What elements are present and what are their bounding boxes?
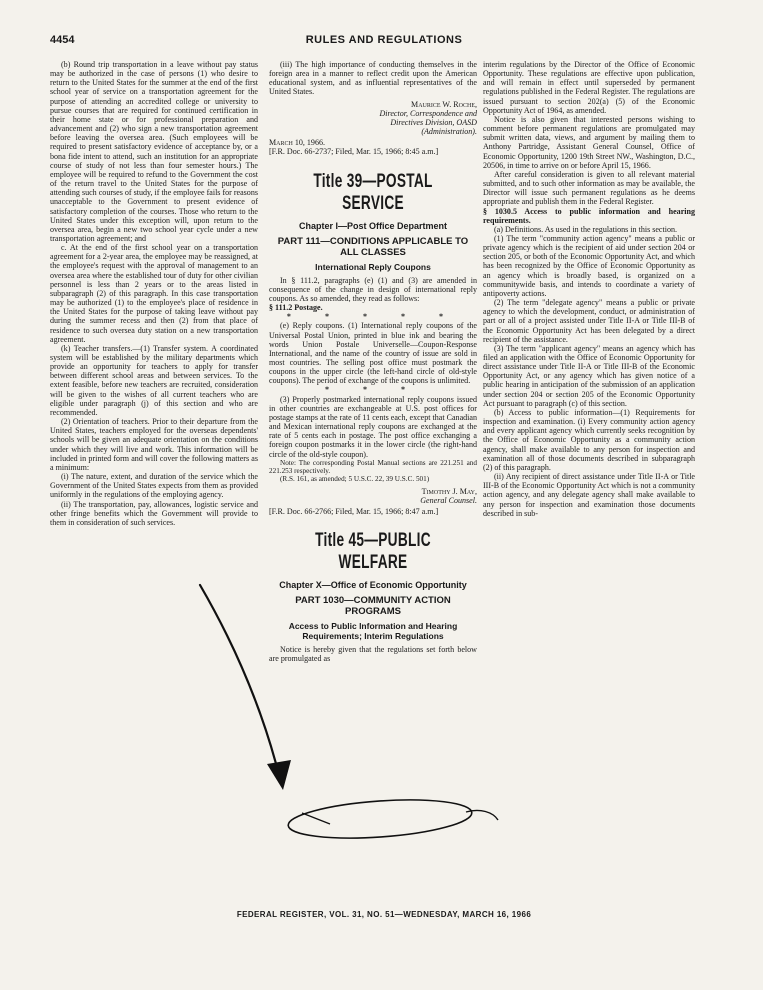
column-2 [269,60,477,882]
paragraph: (k) Teacher transfers.—(1) Transfer system. A coordinated system will be established by the military departments which provide an opportunity for teachers to apply for transfer between different school areas and between services. To the extent feasible, before new teachers are recruited, consideration will be given to the wishes of all current teachers who are eligible under paragraph (j) of this section and who are recommended. [50,343,258,417]
paragraph: (2) Orientation of teachers. Prior to their departure from the United States, teachers employed for the overseas dependents' schools will be given an adequate orientation on the conditions under which they will live and work. This information will be included in printed form and will cover the following matters as a minimum: [50,417,258,472]
paragraph: (iii) The high importance of conducting themselves in the foreign area in a manner to reflect credit upon the American educational system, and as influential representatives of the United States. [269,60,477,97]
paragraph: c. At the end of the first school year on a transportation agreement for a 2-year area, the employee may be reassigned, at the employee's request with the approval of management to an oversea area where the established tour of duty for other civilian personnel is less than 2 years or to the areas listed in subparagraph (2) of this paragraph. In this case transportation may be authorized (1) to the employee's place of residence in the United States for the purpose of taking leave without pay during the summer recess and then (2) from that place of residence to such oversea duty station on a new transportation agreement. [50,243,258,344]
paragraph: (b) Access to public information—(1) Requirements for inspection and examination. (i) Every community action agency and every applicant agency which currently seeks recognition by the Office of Economic Opportunity as a community action agency, shall make available to any person for inspection and examination all of those documents described in subparagraph (2) of this paragraph. [483,407,695,472]
paragraph: Notice is also given that interested persons wishing to comment before permanent regulations are promulgated may submit written data, views, and argument by mailing them to Anthony Partridge, Assistant General Counsel, Office of Economic Opportunity, 1200 19th Street NW., Washington, D.C., 20506, in time to arrive on or before April 15, 1966. [483,114,695,170]
postal-note: Note: The corresponding Postal Manual sections are 221.251 and 221.253 respectively. [269,458,477,475]
ellipsis-stars: * * * * * [286,312,460,322]
paragraph: (2) The term "delegate agency" means a public or private agency to which the development, conduct, or administration of part or all of a project assisted under Title II-A or Title III-B of the Economic Opportunity Act has been delegated by a direct recipient of the assistance. [483,298,695,344]
section-heading: § 1030.5 Access to public information and hearing requirements. [483,206,695,225]
part-heading: PART 1030—COMMUNITY ACTION PROGRAMS [295,595,451,618]
title-45-heading: Title 45—PUBLIC WELFARE [315,530,431,574]
column-1 [50,60,258,882]
paragraph: (3) The term "applicant agency" means an agency which has filed an application with the Office of Economic Opportunity for direct assistance under Title II-A or Title III-B of the Economic Opportunity Act, or any agency which has given notice of a public hearing in anticipation of the submission of an application under section 204 or section 205 of the Economic Opportunity Act pursuant to paragraph (c) of this section. [483,343,695,408]
page-number: 4454 [50,34,75,46]
signature-block [269,100,477,137]
signer-name: Maurice W. Roche, [411,99,477,109]
subject-heading: International Reply Coupons [315,261,431,272]
subject-heading: Access to Public Information and Hearing Requirements; Interim Regulations [288,621,458,642]
paragraph: interim regulations by the Director of the Office of Economic Opportunity. These regulations are effective upon publication, and will remain in effect until superseded by permanent regulations published in the Federal Register. The regulations are issued pursuant to section 202(a) (5) of the Economic Opportunity Act of 1964, as amended. [483,60,695,115]
part-heading: PART 111—CONDITIONS APPLICABLE TO ALL CLASSES [277,235,469,258]
paragraph: (ii) The transportation, pay, allowances, logistic service and other fringe benefits which the Government will provide to them in consideration of such services. [50,499,258,527]
paragraph: (ii) Any recipient of direct assistance under Title II-A or Title III-B of the Economic Opportunity Act which is not a community action agency, and any delegate agency shall make available to any person for inspection and examination those documents described in sub- [483,472,695,518]
fr-doc-citation: [F.R. Doc. 66-2766; Filed, Mar. 15, 1966; 8:47 a.m.] [269,506,439,516]
column-3 [483,60,695,882]
signer-title: Directives Division, OASD [390,117,477,127]
chapter-heading: Chapter I—Post Office Department [298,220,448,231]
signer-title: Director, Correspondence and [379,108,477,118]
paragraph: (i) The nature, extent, and duration of the service which the Government of the United States expects from them as provided uniformly in the regulations of the employing agency. [50,472,258,500]
running-title: RULES AND REGULATIONS [305,34,463,46]
paragraph: (1) The term "community action agency" means a public or private agency which is the recipient of aid under section 204 or section 205, or both of the Economic Opportunity Act, and which has been recognized by the Office of Economic Opportunity as an agency which is broadly based, is organized on a communitywide basis, and intends to coordinate a variety of antipoverty actions. [483,233,695,298]
signer-name: Timothy J. May, [421,486,477,496]
fr-doc-citation: [F.R. Doc. 66-2737; Filed, Mar. 15, 1966; 8:45 a.m.] [269,147,439,157]
page-footer: FEDERAL REGISTER, VOL. 31, NO. 51—WEDNESDAY, MARCH 16, 1966 [236,910,532,919]
paragraph: (e) Reply coupons. (1) International reply coupons of the Universal Postal Union, printed in blue ink and bearing the words Union Postale Universelle—Coupon-Response International, and the name of the country of issue are sold in most countries. The selling post office must postmark the coupons in the upper circle (the left-hand circle of old-style coupons). The period of exchange of the coupons is unlimited. [269,321,477,386]
paragraph: After careful consideration is given to all relevant material submitted, and to such other information as may be available, the Director will issue such permanent regulations as he deems appropriate and publish them in the Federal Register. [483,169,695,207]
document-date: March 10, 1966. [269,138,326,148]
paragraph: (3) Properly postmarked international reply coupons issued in other countries are exchangeable at U.S. post offices for postage stamps at the rate of 11 cents each, except that Canadian and Mexican international reply coupons are exchanged at the rate of 5 cents each in postage. The post office exchanging a foreign coupon postmarks it in the lower circle (the right-hand circle of the old-style coupon). [269,394,477,459]
authority-citation: (R.S. 161, as amended; 5 U.S.C. 22, 39 U.S.C. 501) [280,475,430,484]
paragraph: In § 111.2, paragraphs (e) (1) and (3) are amended in consequence of the change in design of international reply coupons. As so amended, they read as follows: [269,275,477,303]
page-header [50,34,718,50]
signature-block [269,487,477,505]
signer-title: (Administration). [421,127,477,137]
paragraph: (b) Round trip transportation in a leave without pay status may be authorized in the case of persons (1) who desire to return to the United States for the summer at the end of the first school year of service on a transportation agreement for the purpose of attending an accredited college or university to pursue courses that are required for continued certification in their home state or for professional preparation and advancement and (2) who sign a new transportation agreement before leaving the oversea area. (Such employees will be required to present satisfactory evidence of acceptance by, or a bona fide intent to attend, such an institution for an appropriate course of study of not less than four semester hours.) The employee will be required to refund to the Government the cost of the return travel to the United States for the purpose of attending such courses of study, if the employee fails for reasons unacceptable to the Government to present evidence of satisfactory completion of the courses. Those who return to the United States under this exception will, upon return to the oversea area, begin a new two school year cycle under a new transportation agreement; and [50,60,258,243]
paragraph: Notice is hereby given that the regulations set forth below are promulgated as [269,645,477,664]
signer-title: General Counsel. [420,495,477,505]
ellipsis-stars: * * * [324,385,422,395]
chapter-heading: Chapter X—Office of Economic Opportunity [279,580,467,591]
title-39-heading: Title 39—POSTAL SERVICE [313,170,433,214]
section-heading: § 111.2 Postage. [269,303,323,313]
paragraph: (a) Definitions. As used in the regulations in this section. [494,224,678,234]
